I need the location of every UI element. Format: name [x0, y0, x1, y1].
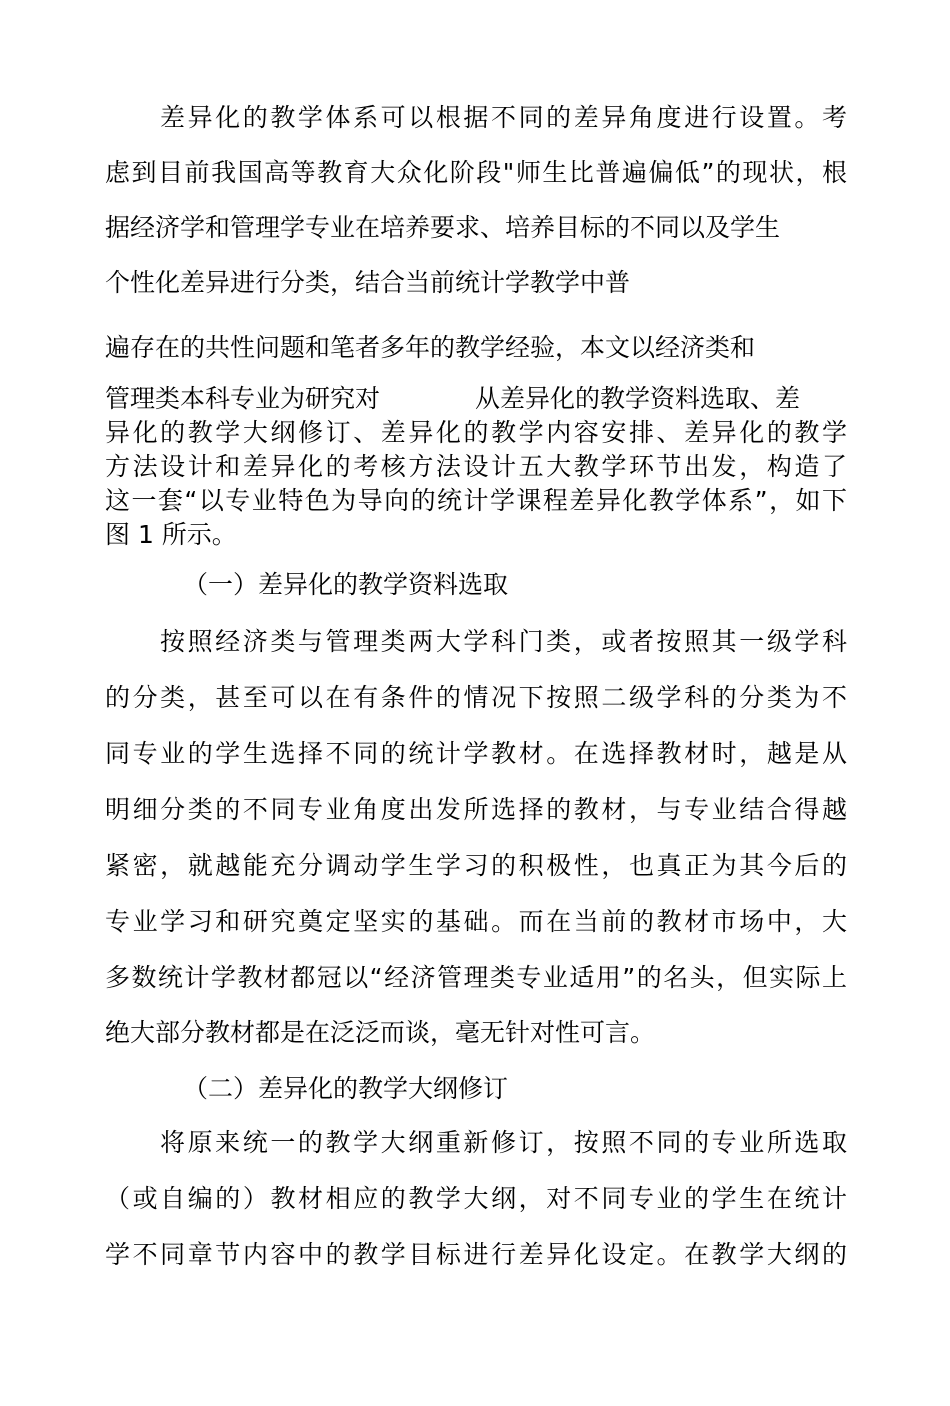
- paragraph-line: 紧密，就越能充分调动学生学习的积极性，也真正为其今后的: [105, 851, 847, 880]
- paragraph-line: 绝大部分教材都是在泛泛而谈，毫无针对性可言。: [105, 1018, 656, 1047]
- paragraph-line: 从差异化的教学资料选取、差: [475, 384, 801, 413]
- paragraph-line: 多数统计学教材都冠以“经济管理类专业适用”的名头，但实际上: [105, 963, 847, 992]
- paragraph-line: 同专业的学生选择不同的统计学教材。在选择教材时，越是从: [105, 739, 847, 768]
- paragraph-line: 差异化的教学体系可以根据不同的差异角度进行设置。考: [160, 103, 847, 132]
- section-heading: （一）差异化的教学资料选取: [183, 570, 509, 599]
- paragraph-line: 专业学习和研究奠定坚实的基础。而在当前的教材市场中，大: [105, 907, 847, 936]
- paragraph-line: 这一套“以专业特色为导向的统计学课程差异化教学体系”，如下: [105, 486, 847, 515]
- paragraph-line: 学不同章节内容中的教学目标进行差异化设定。在教学大纲的: [105, 1240, 847, 1269]
- paragraph-line: 个性化差异进行分类，结合当前统计学教学中普: [105, 268, 631, 297]
- paragraph-line: 的分类，甚至可以在有条件的情况下按照二级学科的分类为不: [105, 683, 847, 712]
- paragraph-line: 按照经济类与管理类两大学科门类，或者按照其一级学科: [160, 627, 847, 656]
- paragraph-line: 异化的教学大纲修订、差异化的教学内容安排、差异化的教学: [105, 418, 847, 447]
- paragraph-line: 明细分类的不同专业角度出发所选择的教材，与专业结合得越: [105, 795, 847, 824]
- paragraph-line: 据经济学和管理学专业在培养要求、培养目标的不同以及学生: [105, 213, 781, 242]
- paragraph-line: 遍存在的共性问题和笔者多年的教学经验，本文以经济类和: [105, 333, 756, 362]
- paragraph-line: （或自编的）教材相应的教学大纲，对不同专业的学生在统计: [105, 1184, 847, 1213]
- paragraph-line: 虑到目前我国高等教育大众化阶段"师生比普遍偏低”的现状，根: [105, 158, 847, 187]
- section-heading: （二）差异化的教学大纲修订: [183, 1074, 509, 1103]
- paragraph-line: 将原来统一的教学大纲重新修订，按照不同的专业所选取: [160, 1128, 847, 1157]
- paragraph-line: 方法设计和差异化的考核方法设计五大教学环节出发，构造了: [105, 452, 847, 481]
- paragraph-line: 管理类本科专业为研究对: [105, 384, 381, 413]
- paragraph-line: 图 1 所示。: [105, 520, 237, 549]
